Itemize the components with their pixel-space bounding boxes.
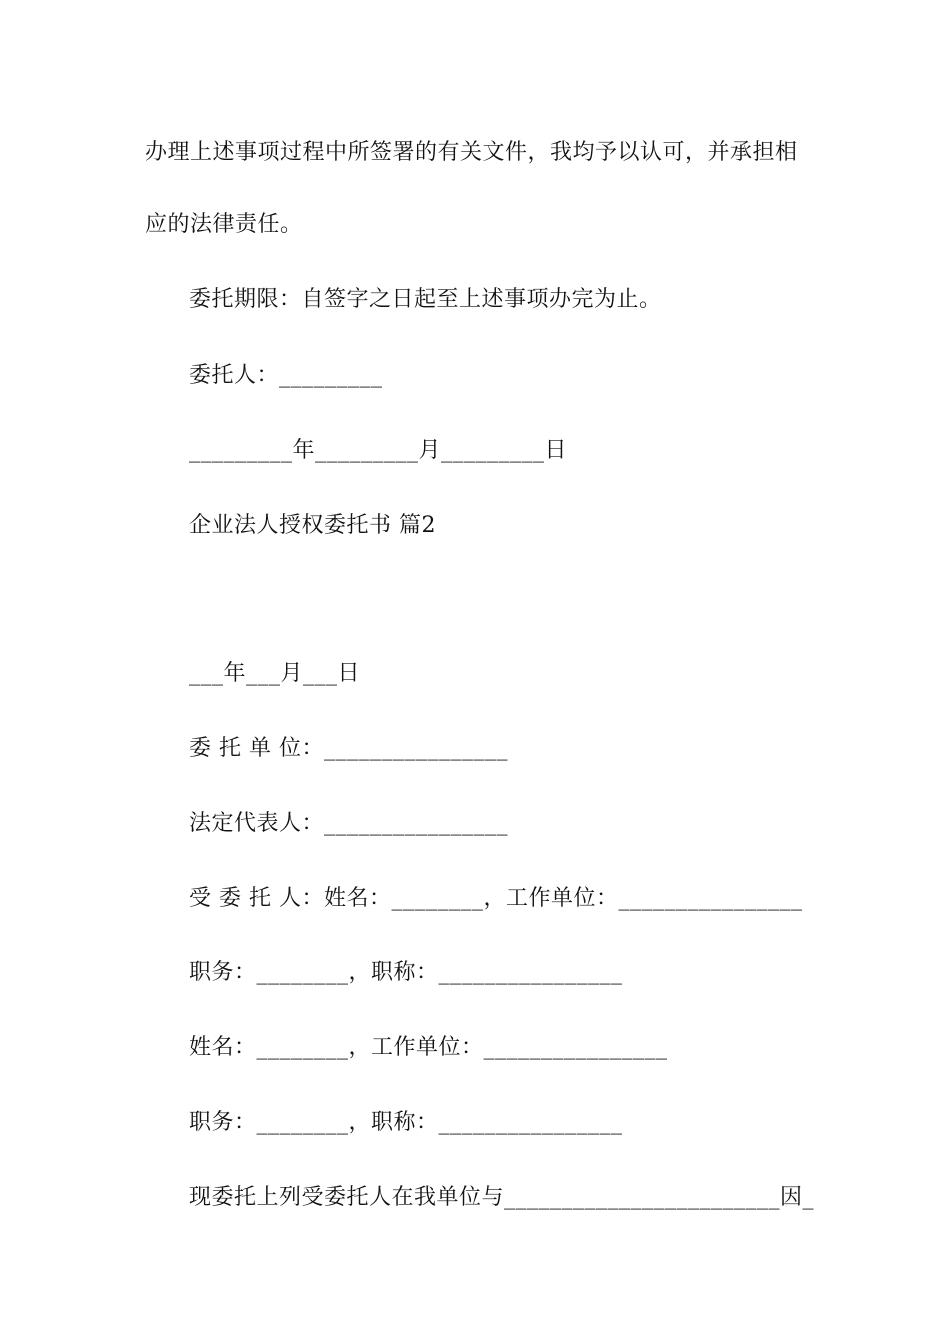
agent-2-name-workplace-line: 姓名：________，工作单位：________________ [189,1035,668,1060]
delegation-statement-line: 现委托上列受委托人在我单位与________________________因_ [189,1185,815,1210]
delegation-period-line: 委托期限：自签字之日起至上述事项办完为止。 [189,287,662,312]
agent-1-position-title-line: 职务：________，职称：________________ [189,960,623,985]
section-heading: 企业法人授权委托书 篇2 [189,513,436,538]
agent-1-name-workplace-line: 受 委 托 人：姓名：________，工作单位：________________ [189,886,803,911]
paragraph-line-legal-responsibility: 应的法律责任。 [145,212,303,237]
paragraph-line-authorization-text: 办理上述事项过程中所签署的有关文件，我均予以认可，并承担相 [145,140,798,165]
agent-2-position-title-line: 职务：________，职称：________________ [189,1110,623,1135]
date-line-section-2: ___年___月___日 [189,661,361,686]
legal-representative-line: 法定代表人：________________ [189,811,509,836]
date-line: _________年_________月_________日 [189,438,568,463]
principal-signature-line: 委托人：_________ [189,363,383,388]
delegating-unit-line: 委 托 单 位：________________ [189,736,508,761]
